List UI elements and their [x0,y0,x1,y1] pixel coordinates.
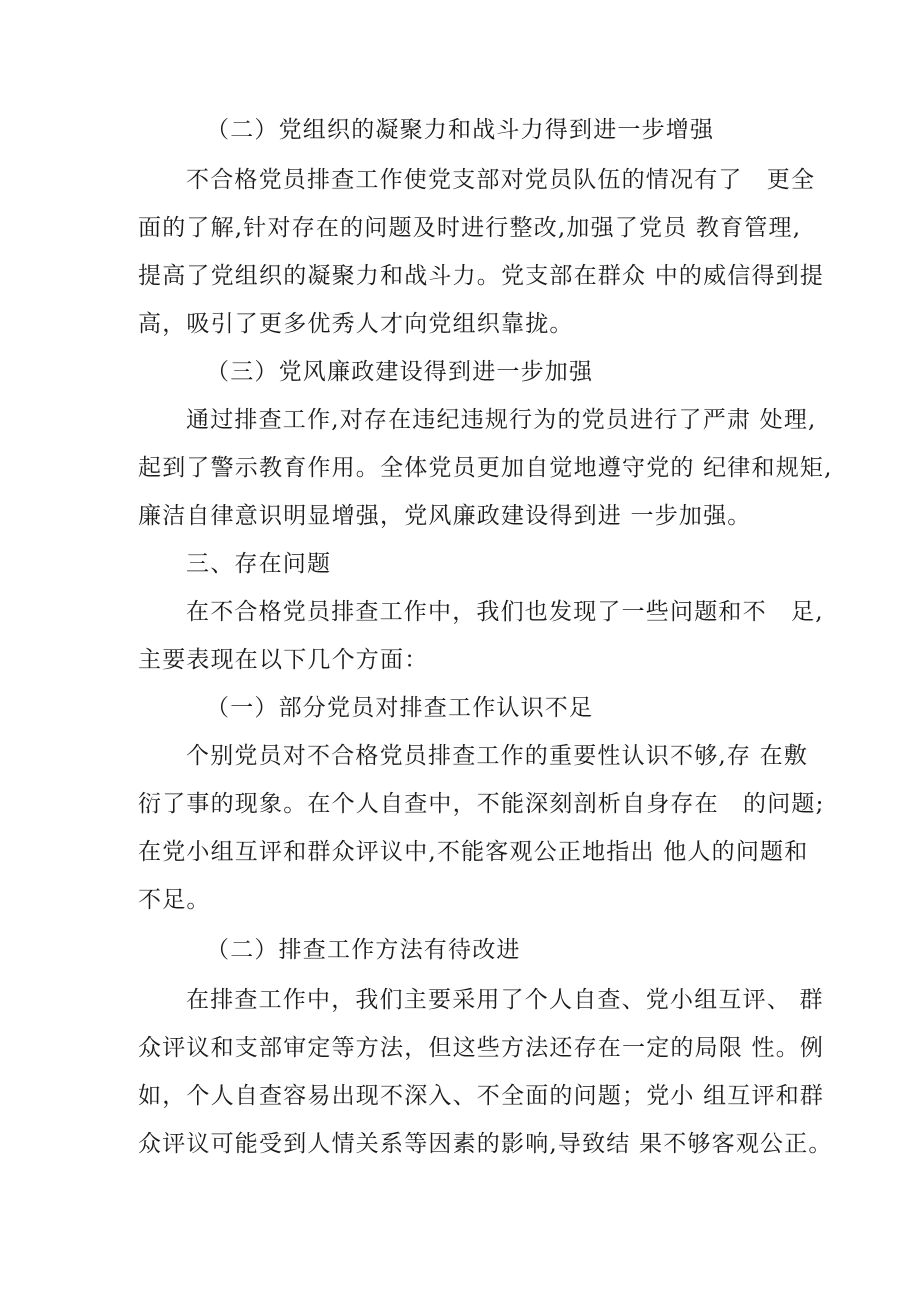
paragraph-line: 主要表现在以下几个方面： [138,647,429,673]
paragraph-line: 起到了警示教育作用。全体党员更加自觉地遵守党的 纪律和规矩, [138,455,833,481]
paragraph-line: 面的了解,针对存在的问题及时进行整改,加强了党员 教育管理, [138,215,802,241]
paragraph-line: 众评议和支部审定等方法，但这些方法还存在一定的局限 性。例 [138,1035,825,1061]
chapter-heading: 三、存在问题 [186,551,332,577]
paragraph-line: 通过排查工作,对存在违纪违规行为的党员进行了严肃 处理, [186,407,817,433]
paragraph-line: 在排查工作中，我们主要采用了个人自查、党小组互评、 群 [186,987,824,1013]
paragraph-line: 在党小组互评和群众评议中,不能客观公正地指出 他人的问题和 [138,839,809,865]
paragraph-line: 如，个人自查容易出现不深入、不全面的问题；党小 组互评和群 [138,1083,825,1109]
paragraph-line: 不足。 [138,887,211,913]
paragraph-line: 高，吸引了更多优秀人才向党组织靠拢。 [138,311,574,337]
paragraph-line: 衍了事的现象。在个人自查中，不能深刻剖析自身存在 的问题; [138,791,825,817]
section-heading: （三）党风廉政建设得到进一步加强 [206,359,594,385]
paragraph-line: 个别党员对不合格党员排查工作的重要性认识不够,存 在敷 [186,743,809,769]
section-heading: （二）党组织的凝聚力和战斗力得到进一步增强 [206,117,715,143]
paragraph-line: 廉洁自律意识明显增强，党风廉政建设得到进 一步加强。 [138,503,752,529]
paragraph-line: 提高了党组织的凝聚力和战斗力。党支部在群众 中的威信得到提 [138,263,825,289]
paragraph-line: 不合格党员排查工作使党支部对党员队伍的情况有了 更全 [186,167,816,193]
paragraph-line: 众评议可能受到人情关系等因素的影响,导致结 果不够客观公正。 [138,1131,833,1157]
section-heading: （一）部分党员对排查工作认识不足 [206,695,594,721]
paragraph-line: 在不合格党员排查工作中，我们也发现了一些问题和不 足, [186,599,824,625]
section-heading: （二）排查工作方法有待改进 [206,937,521,963]
